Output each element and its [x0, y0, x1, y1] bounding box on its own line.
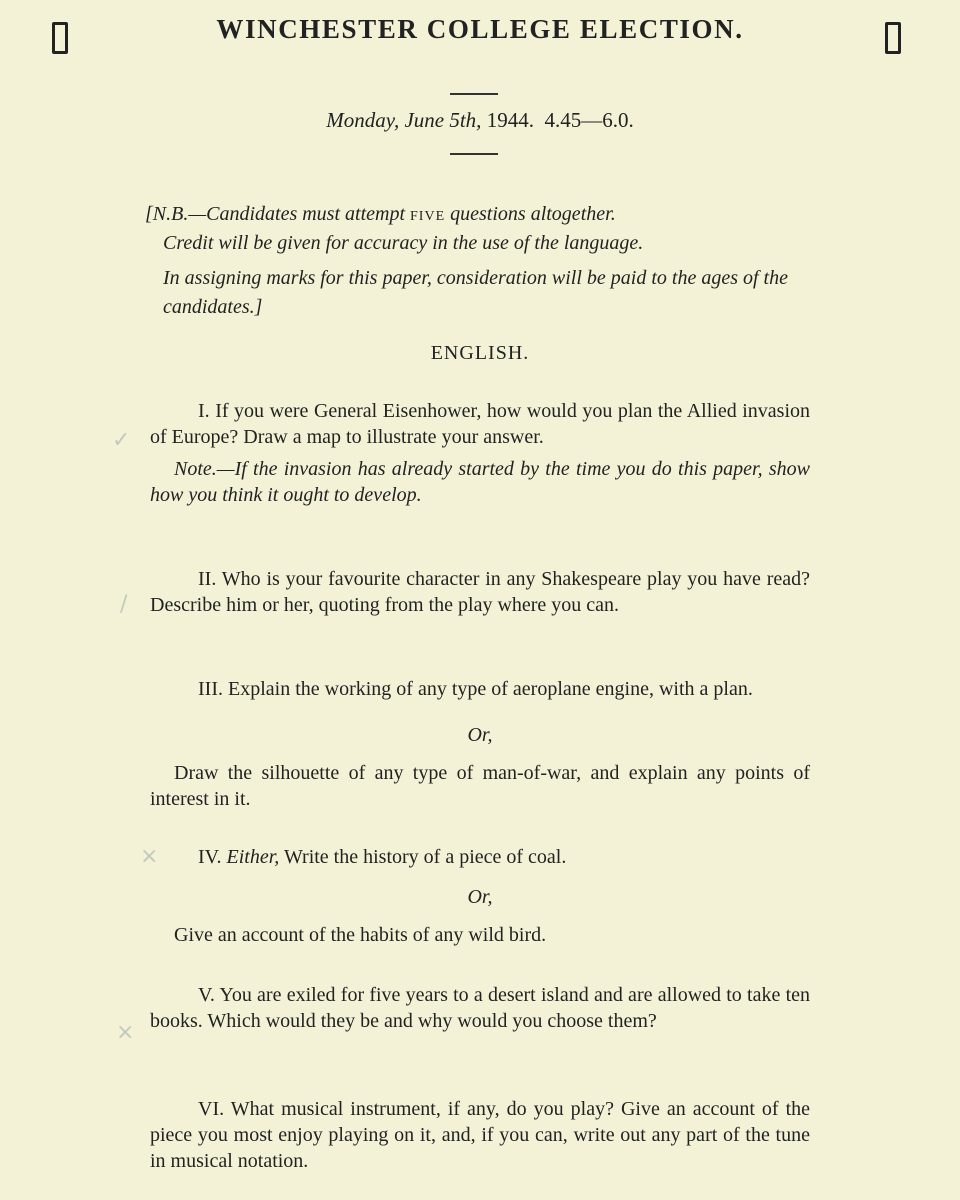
question-1-note: [150, 456, 810, 508]
exam-date-time: [0, 108, 960, 133]
pencil-tick-mark: ✓: [112, 428, 131, 453]
question-1-note-label: Note.—: [174, 458, 235, 480]
question-4: [150, 844, 810, 870]
instructions-line-3: In assigning marks for this paper, consideration will be paid to the ages of the candidates.]: [163, 267, 788, 318]
question-1-text: If you were General Eisenhower, how would you plan the Allied invasion of Europe? Draw a map to illustrate your answer.: [150, 400, 810, 448]
question-3-text: Explain the working of any type of aeroplane engine, with a plan.: [227, 678, 753, 700]
question-6-number: VI.: [198, 1098, 225, 1120]
question-2-body: [150, 566, 810, 618]
divider-top: [450, 93, 498, 95]
question-6-text: What musical instrument, if any, do you play? Give an account of the piece you most enjoy playing on it, and, if you can, write out any part of the tune in musical notation.: [150, 1098, 810, 1172]
exam-time: 4.45—6.0.: [544, 108, 634, 132]
question-2-number: II.: [198, 568, 217, 590]
exam-day-date: Monday, June 5th,: [326, 108, 482, 132]
pencil-stroke-mark: /: [120, 592, 128, 617]
question-1: [150, 398, 810, 508]
question-1-note-text: If the invasion has already started by the time you do this paper, show how you think it ought to develop.: [150, 458, 810, 506]
question-3: [150, 676, 810, 702]
question-1-body: [150, 398, 810, 450]
question-6: [150, 1096, 810, 1174]
instructions-line-2: Credit will be given for accuracy in the use of the language.: [163, 232, 644, 254]
pencil-cross-mark-2: ×: [116, 1020, 135, 1045]
question-6-body: [150, 1096, 810, 1174]
question-4-text: Write the history of a piece of coal.: [283, 846, 567, 868]
question-5-text: You are exiled for five years to a desert island and are allowed to take ten books. Which would they be and why would you choose them?: [150, 984, 810, 1032]
question-3-alternative: Draw the silhouette of any type of man-of-war, and explain any points of interest in it.: [150, 762, 810, 810]
question-2: [150, 566, 810, 618]
pencil-cross-mark: ×: [140, 844, 159, 869]
divider-bottom: [450, 153, 498, 155]
question-4-or: Or,: [467, 886, 493, 908]
question-5: [150, 982, 810, 1034]
exam-year: 1944.: [486, 108, 534, 132]
question-4-number: IV.: [198, 846, 222, 868]
instructions-note: [145, 200, 810, 322]
question-3-body: [150, 676, 810, 702]
question-2-text: Who is your favourite character in any Shakespeare play you have read? Describe him or her, quoting from the play where you can.: [150, 568, 810, 616]
question-4-alternative: Give an account of the habits of any wild bird.: [174, 924, 547, 946]
question-3-number: III.: [198, 678, 223, 700]
question-4-either: Either,: [226, 846, 280, 868]
page-title: WINCHESTER COLLEGE ELECTION.: [216, 14, 744, 44]
question-3-or: Or,: [467, 724, 493, 746]
question-1-number: I.: [198, 400, 210, 422]
question-5-number: V.: [198, 984, 215, 1006]
five-emphasis: five: [410, 203, 446, 225]
instructions-line-1: [N.B.—Candidates must attempt five questions altogether.: [145, 203, 616, 225]
section-title: ENGLISH.: [430, 342, 530, 364]
question-5-body: [150, 982, 810, 1034]
question-4-body: [150, 844, 810, 870]
